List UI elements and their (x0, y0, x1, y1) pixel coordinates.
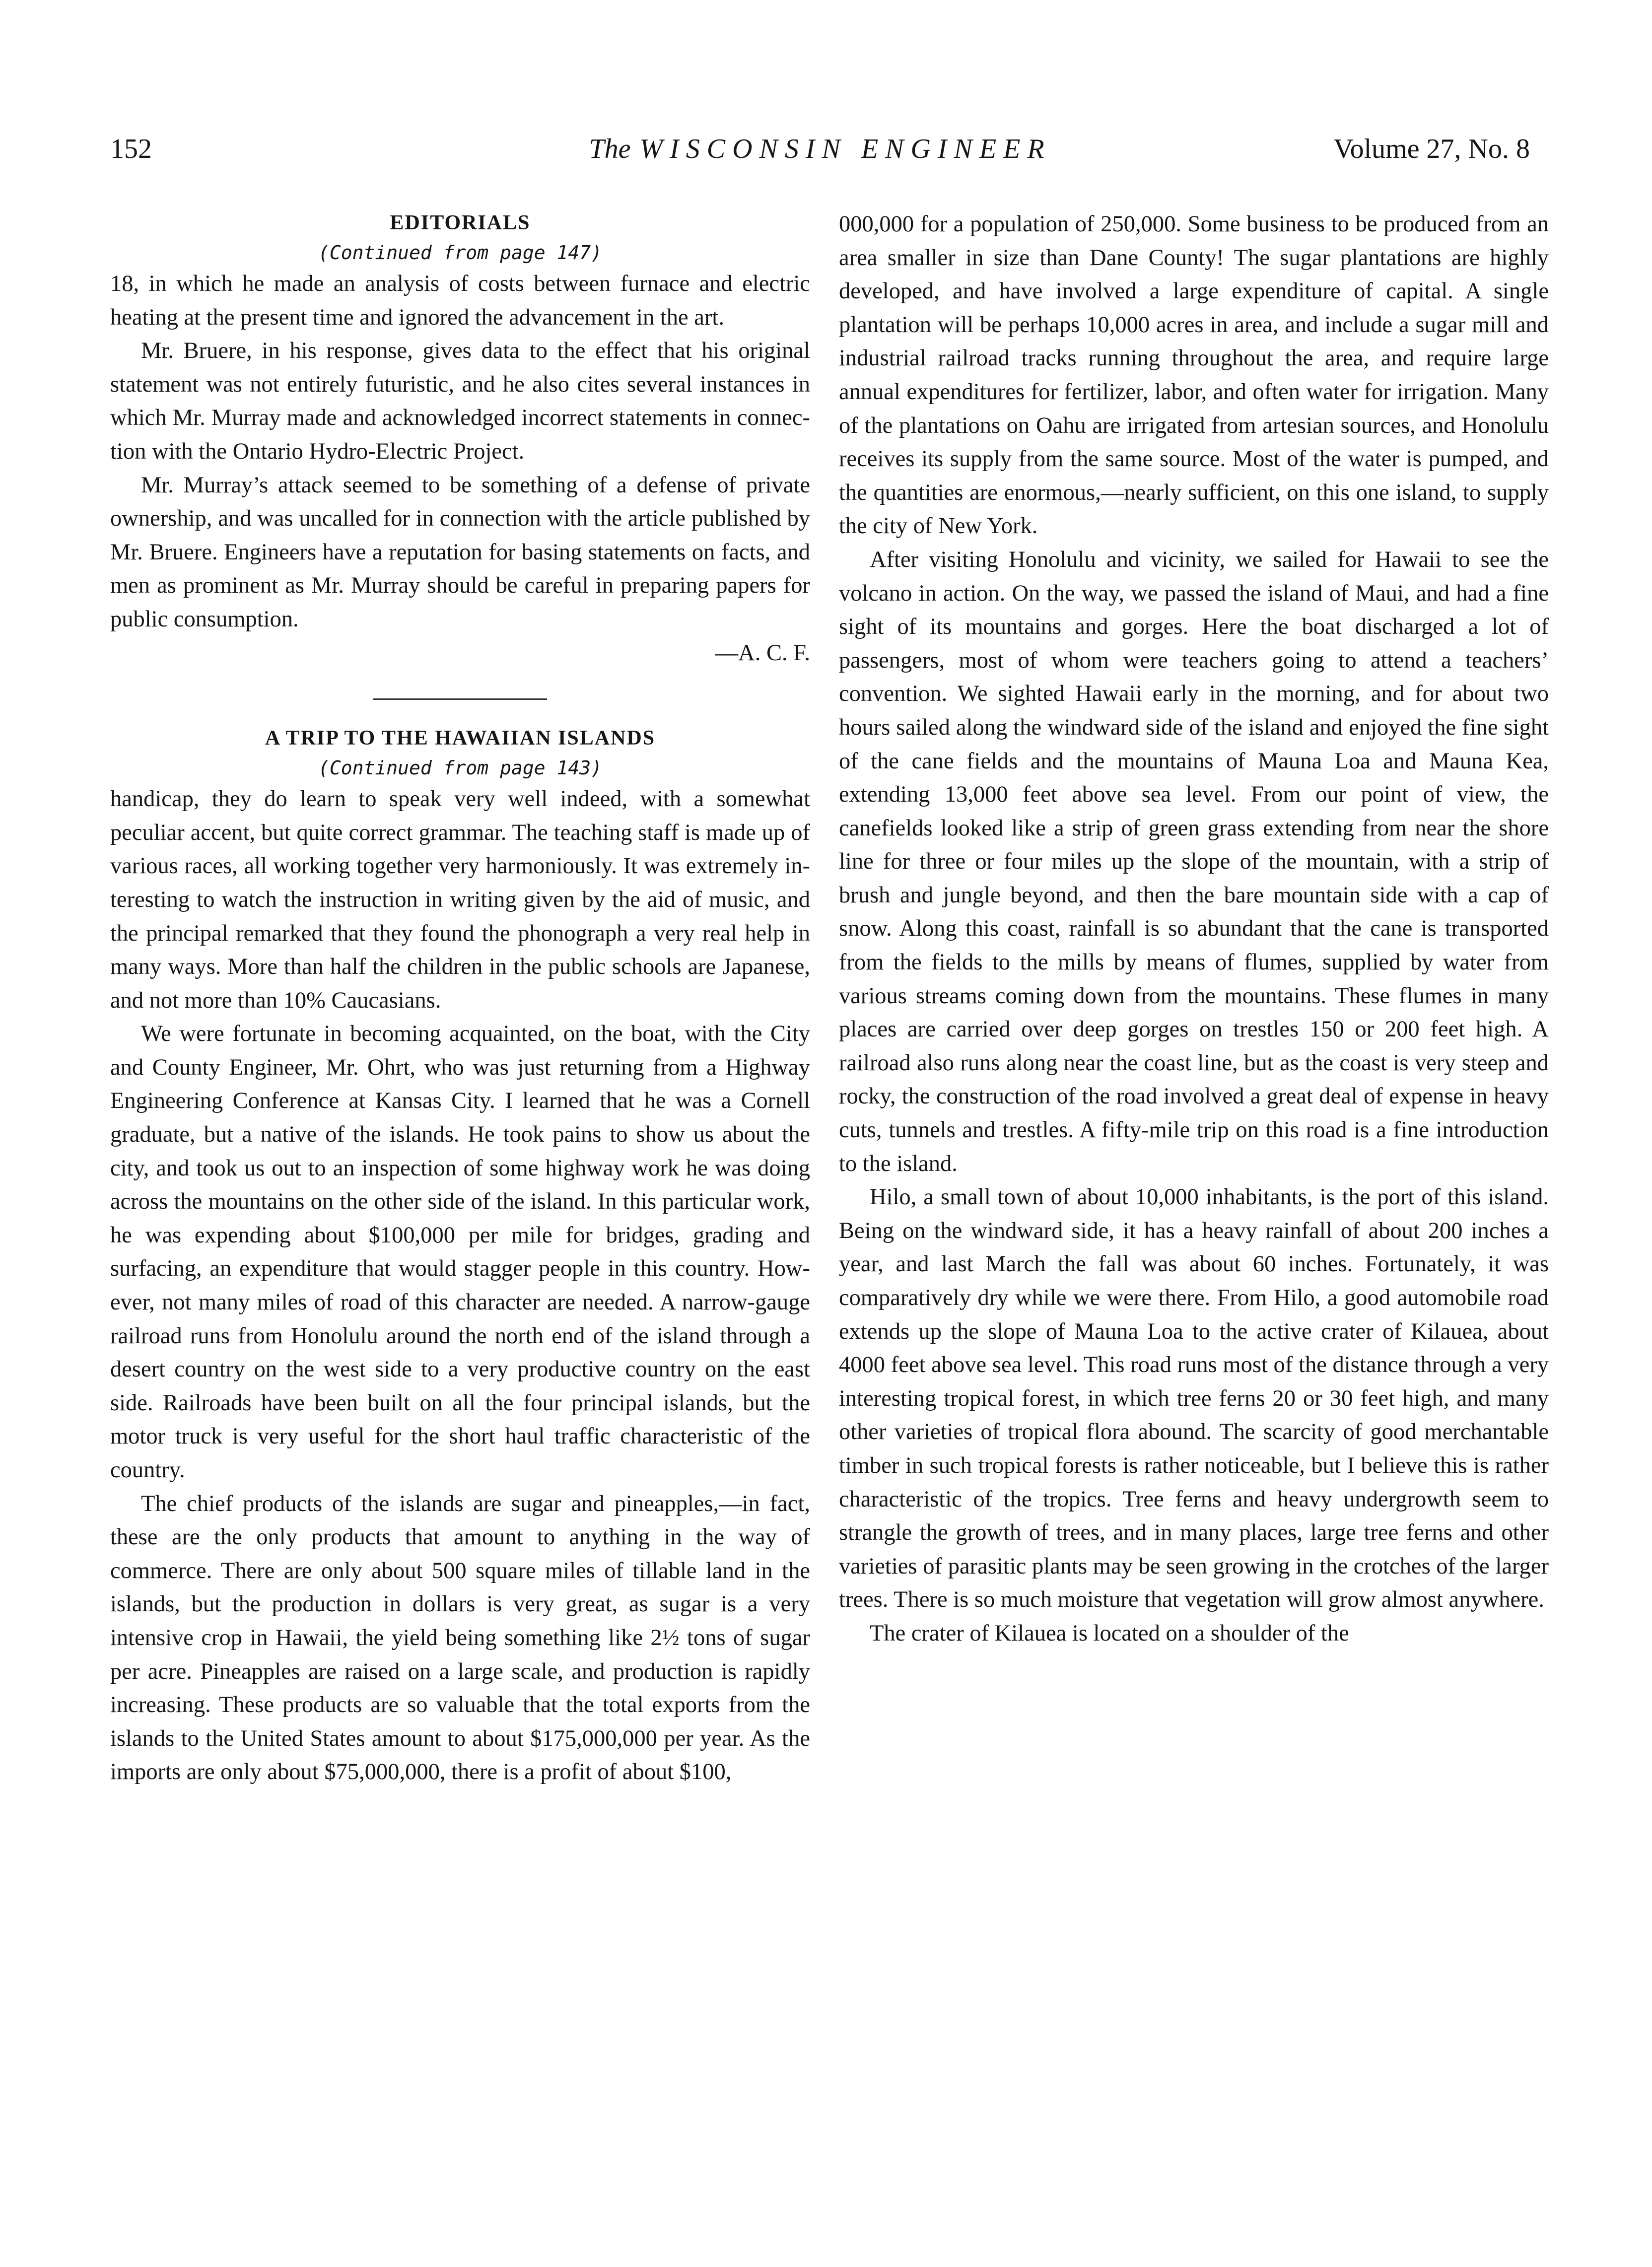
editorials-paragraph-3: Mr. Murray’s attack seemed to be something of a defense of private ownership, and was uncalled for in connection with the article published by Mr. Bruere. Engineers have a reputation for basing statements on facts, and men as prominent as Mr. Murray should be careful in preparing papers for public consumption. (110, 472, 810, 632)
editorials-paragraph-2: Mr. Bruere, in his response, gives data to the effect that his original statement was not entirely futuristic, and he also cites several instances in which Mr. Murray made and acknowledged incorrect statements in connection with the Ontario Hydro-Electric Project. (110, 338, 810, 464)
left-column (110, 207, 810, 1789)
editorials-title: EDITORIALS (390, 211, 531, 234)
trip-continued: (Continued from page 143) (318, 757, 602, 779)
volume-info: Volume 27, No. 8 (1333, 134, 1530, 164)
section-divider (373, 698, 547, 700)
journal-title-name: WISCONSIN ENGINEER (639, 134, 1051, 164)
trip-title: A TRIP TO THE HAWAIIAN ISLANDS (265, 727, 656, 750)
trip-paragraph-3: The chief products of the islands are sugar and pineapples,—in fact, these are the only products that amount to anything in the way of commerce. There are only about 500 square miles of tillable land in the islands, but the production in dollars is very great, as sugar is a very intensive crop in Hawaii, the yield being something like 2½ tons of sugar per acre. Pineapples are raised on a large scale, and production is rapidly increasing. These products are so valuable that the total exports from the islands to the United States amount to about $175,000,000 per year. As the imports are only about $75,000,000, there is a profit of about $100, (110, 1491, 810, 1785)
trip-paragraph-3-continued: 000,000 for a population of 250,000. Some business to be produced from an area smaller in size than Dane County! The sugar plantations are highly developed, and have involved a large expenditure of capital. A single plantation will be perhaps 10,000 acres in area, and include a sugar mill and industrial railroad tracks running throughout the area, and require large annual expenditures for fertilizer, labor, and often water for irrigation. Many of the plantations on Oahu are irrigated from artesian sources, and Honolulu receives its supply from the same source. Most of the water is pumped, and the quantities are enormous,—nearly sufficient, on this one island, to supply the city of New York. (839, 211, 1549, 539)
trip-paragraph-2: We were fortunate in becoming acquainted, on the boat, with the City and County Engineer, Mr. Ohrt, who was just returning from a Highway Engineering Conference at Kansas City. I learned that he was a Cornell graduate, but a native of the islands. He took pains to show us about the city, and took us out to an inspection of some highway work he was doing across the mountains on the other side of the island. In this particular work, he was expending about $100,000 per mile for bridges, grading and surfacing, an expenditure that would stagger people in this country. However, not many miles of road of this character are needed. A narrow-gauge railroad runs from Honolulu around the north end of the island through a desert country on the west side to a very productive country on the east side. Railroads have been built on all the four principal islands, but the motor truck is very useful for the short haul traffic characteristic of the country. (110, 1021, 810, 1483)
trip-paragraph-4: After visiting Honolulu and vicinity, we sailed for Hawaii to see the volcano in action. On the way, we passed the island of Maui, and had a fine sight of its mountains and gorges. Here the boat discharged a lot of passengers, most of whom were teachers going to attend a teachers’ convention. We sighted Hawaii early in the morning, and for about two hours sailed along the windward side of the island and enjoyed the fine sight of the cane fields and the mountains of Mauna Loa and Mauna Kea, extending 13,000 feet above sea level. From our point of view, the canefields looked like a strip of green grass extending from near the shore line for three or four miles up the slope of the mountain, with a strip of brush and jungle beyond, and then the bare mountain side with a cap of snow. Along this coast, rainfall is so abundant that the cane is transported from the fields to the mills by means of flumes, supplied by water from various streams coming down from the mountains. These flumes in many places are carried over deep gorges on trestles 150 or 200 feet high. A railroad also runs along near the coast line, but as the coast is very steep and rocky, the construction of the road involved a great deal of expense in heavy cuts, tunnels and trestles. A fifty-mile trip on this road is a fine introduction to the island. (839, 547, 1549, 1176)
trip-paragraph-1: handicap, they do learn to speak very well indeed, with a somewhat peculiar accent, but quite correct grammar. The teaching staff is made up of various races, all working together very harmoniously. It was extremely interesting to watch the instruction in writing given by the aid of music, and the principal remarked that they found the phonograph a very real help in many ways. More than half the children in the public schools are Japanese, and not more than 10% Caucasians. (110, 786, 810, 1013)
journal-title-the: The (589, 134, 631, 164)
right-column (839, 207, 1549, 1650)
trip-paragraph-5: Hilo, a small town of about 10,000 inhabitants, is the port of this island. Being on the windward side, it has a heavy rainfall of about 200 inches a year, and last March the fall was about 60 inches. Fortunately, it was comparatively dry while we were there. From Hilo, a good automobile road extends up the slope of Mauna Loa to the active crater of Kilauea, about 4000 feet above sea level. This road runs most of the distance through a very interesting tropical forest, in which tree ferns 20 or 30 feet high, and many other varieties of tropical flora abound. The scarcity of good merchantable timber in such tropical forests is rather noticeable, but I believe this is rather characteristic of the tropics. Tree ferns and heavy undergrowth seem to strangle the growth of trees, and in many places, large tree ferns and other varieties of parasitic plants may be seen growing in the crotches of the larger trees. There is so much moisture that vegetation will grow almost anywhere. (839, 1184, 1549, 1613)
trip-paragraph-6: The crater of Kilauea is located on a shoulder of the (870, 1620, 1349, 1646)
editorials-paragraph-1: 18, in which he made an analysis of costs between furnace and electric heating at the present time and ignored the advancement in the art. (110, 271, 810, 330)
journal-title (110, 133, 1530, 165)
editorials-continued: (Continued from page 147) (318, 242, 602, 264)
page-number: 152 (110, 134, 152, 164)
page-header (110, 133, 1530, 178)
editorials-signature: —A. C. F. (715, 640, 810, 666)
